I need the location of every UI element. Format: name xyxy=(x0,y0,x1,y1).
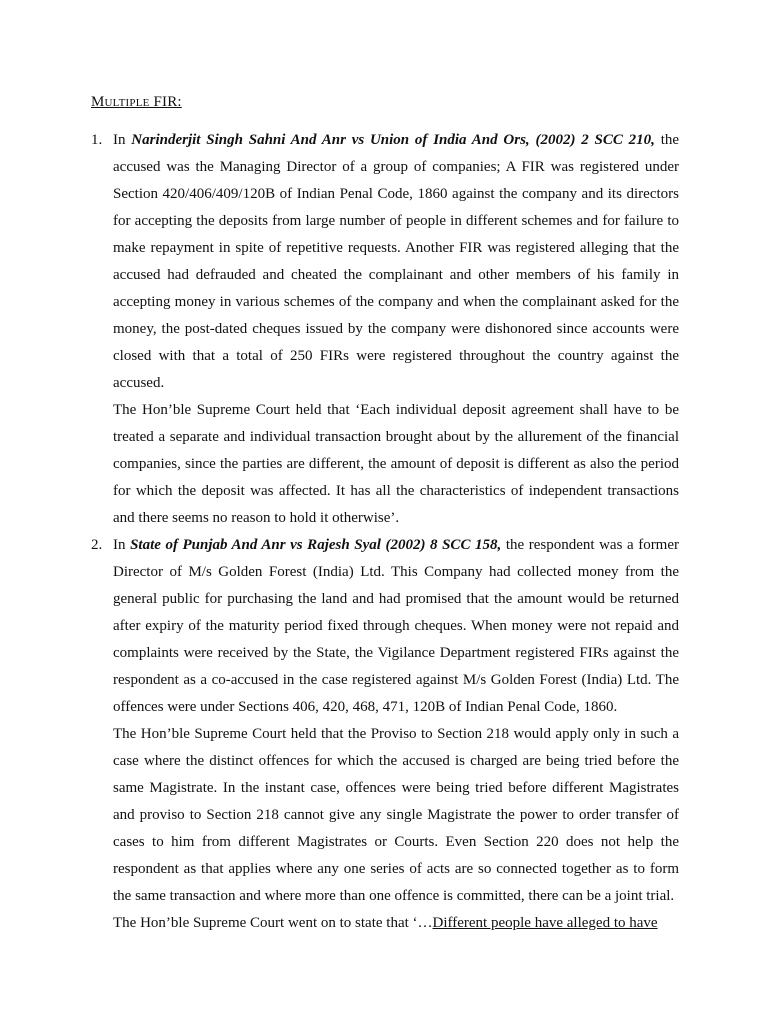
case-citation: Narinderjit Singh Sahni And Anr vs Union of India And Ors, (2002) 2 SCC 210, xyxy=(131,132,655,148)
holding-paragraph: The Hon’ble Supreme Court held that ‘Each individual deposit agreement shall have to be treated a separate and individual transaction brought about by the allurement of the financial companies, since the parties are different, the amount of deposit is different as also the period for which the deposit was affected. It has all the characteristics of independent transactions and there seems no reason to hold it otherwise’. xyxy=(113,402,679,526)
continuation-paragraph xyxy=(113,910,679,937)
facts-text: the accused was the Managing Director of a group of companies; A FIR was registered under Section 420/406/409/120B of Indian Penal Code, 1860 against the company and its directors for accepting the deposits from large number of people in different schemes and for failure to make repayment in spite of repetitive requests. Another FIR was registered alleging that the accused had defrauded and cheated the complainant and other members of his family in accepting money in various schemes of the company and when the complainant asked for the money, the post-dated cheques issued by the company were dishonored since accounts were closed with that a total of 250 FIRs were registered throughout the country against the accused. xyxy=(113,132,680,391)
facts-text: the respondent was a former Director of M/s Golden Forest (India) Ltd. This Company had collected money from the general public for purchasing the land and had promised that the amount would be returned after expiry of the maturity period fixed through cheques. When money were not repaid and complaints were received by the State, the Vigilance Department registered FIRs against the respondent as a co-accused in the case registered against M/s Golden Forest (India) Ltd. The offences were under Sections 406, 420, 468, 471, 120B of Indian Penal Code, 1860. xyxy=(113,537,680,715)
case-citation: State of Punjab And Anr vs Rajesh Syal (2002) 8 SCC 158, xyxy=(130,537,502,553)
item-number: 2. xyxy=(91,537,103,553)
facts-paragraph xyxy=(113,127,679,397)
intro-text: In xyxy=(113,132,126,148)
case-list xyxy=(0,127,768,937)
item-body xyxy=(113,127,679,532)
case-item-2 xyxy=(0,532,768,937)
holding-paragraph: The Hon’ble Supreme Court held that the Proviso to Section 218 would apply only in such a case where the distinct offences for which the accused is charged are being tried before the same Magistrate. In the instant case, offences were being tried before different Magistrates and proviso to Section 218 cannot give any single Magistrate the power to order transfer of cases to him from different Magistrates or Courts. Even Section 220 does not help the respondent as that applies where any one series of acts are so connected together as to form the same transaction and where more than one offence is committed, there can be a joint trial. xyxy=(113,726,679,904)
intro-text: In xyxy=(113,537,126,553)
continuation-text: The Hon’ble Supreme Court went on to state that ‘… xyxy=(113,915,433,931)
item-number: 1. xyxy=(91,132,103,148)
section-heading: Multiple FIR: xyxy=(91,94,182,110)
case-item-1 xyxy=(0,127,768,532)
facts-paragraph xyxy=(113,532,679,721)
item-body xyxy=(113,532,679,937)
underlined-quote: Different people have alleged to have xyxy=(432,915,658,931)
